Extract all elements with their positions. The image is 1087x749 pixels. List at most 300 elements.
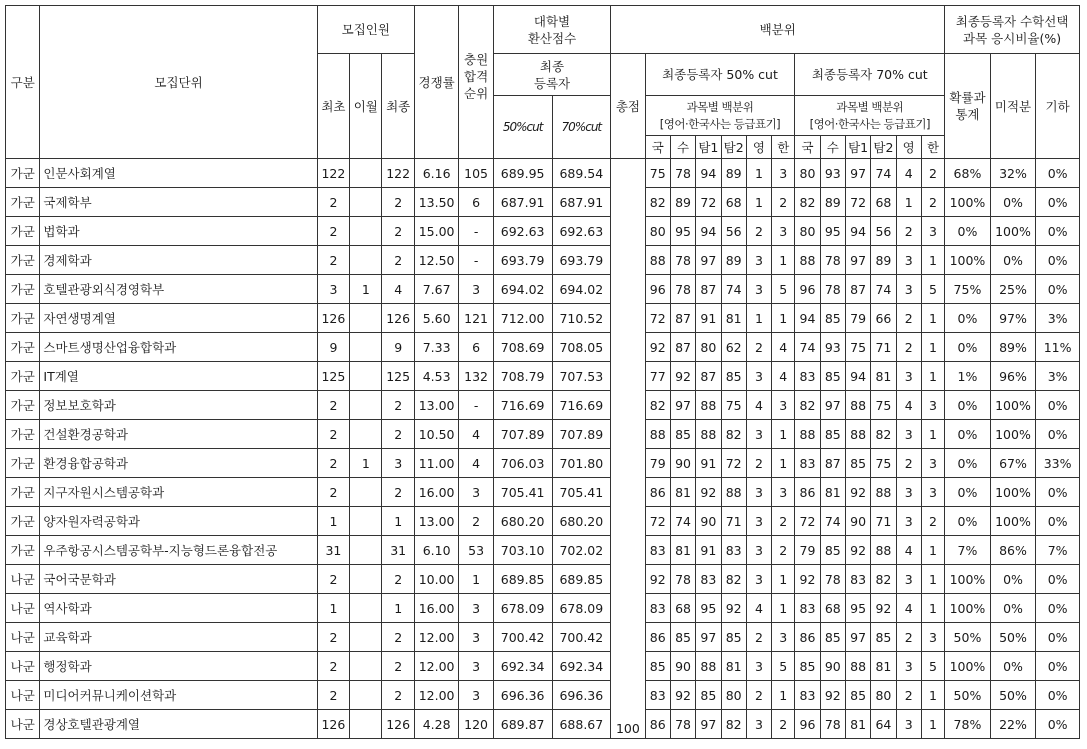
cut70-english-cell: 1 <box>896 188 921 217</box>
waitlist-cell: 53 <box>459 536 493 565</box>
calculus-ratio-cell: 50% <box>990 681 1036 710</box>
cut70-cell: 687.91 <box>552 188 611 217</box>
header-carryover: 이월 <box>350 54 382 159</box>
cut50-english-cell: 3 <box>746 362 771 391</box>
cut70-inquiry1-cell: 97 <box>845 159 870 188</box>
header-subj-math: 수 <box>670 136 695 159</box>
cut70-inquiry2-cell: 75 <box>871 449 896 478</box>
cut70-history-cell: 3 <box>921 449 944 478</box>
initial-cell: 2 <box>317 246 349 275</box>
cut70-cell: 692.34 <box>552 652 611 681</box>
cut70-history-cell: 1 <box>921 565 944 594</box>
cut50-history-cell: 4 <box>772 333 795 362</box>
final-quota-cell: 2 <box>382 623 414 652</box>
cut50-history-cell: 1 <box>772 246 795 275</box>
cut70-history-cell: 2 <box>921 188 944 217</box>
header-calculus: 미적분 <box>990 54 1036 159</box>
header-cut70: 70%cut <box>552 96 611 159</box>
table-row <box>6 333 1080 362</box>
group-cell: 가군 <box>6 159 40 188</box>
final-quota-cell: 2 <box>382 478 414 507</box>
cut50-english-cell: 2 <box>746 333 771 362</box>
cut70-inquiry1-cell: 97 <box>845 623 870 652</box>
calculus-ratio-cell: 0% <box>990 594 1036 623</box>
header-prob-stats: 확률과 통계 <box>945 54 991 159</box>
cut50-korean-cell: 92 <box>645 565 670 594</box>
cut70-cell: 707.89 <box>552 420 611 449</box>
cut50-cell: 689.87 <box>493 710 552 739</box>
cut50-english-cell: 1 <box>746 304 771 333</box>
cut70-cell: 707.53 <box>552 362 611 391</box>
cut70-english-cell: 3 <box>896 652 921 681</box>
cut50-english-cell: 3 <box>746 478 771 507</box>
cut50-inquiry1-cell: 72 <box>696 188 721 217</box>
cut50-english-cell: 3 <box>746 565 771 594</box>
unit-cell: 지구자원시스템공학과 <box>40 478 317 507</box>
table-row <box>6 362 1080 391</box>
cut70-korean-cell: 72 <box>795 507 820 536</box>
cut50-inquiry1-cell: 88 <box>696 420 721 449</box>
cut70-cell: 678.09 <box>552 594 611 623</box>
cut50-inquiry2-cell: 71 <box>721 507 746 536</box>
geometry-ratio-cell: 0% <box>1036 391 1080 420</box>
cut70-english-cell: 2 <box>896 304 921 333</box>
waitlist-cell: 121 <box>459 304 493 333</box>
cut70-inquiry1-cell: 88 <box>845 420 870 449</box>
geometry-ratio-cell: 0% <box>1036 246 1080 275</box>
competition-cell: 10.50 <box>414 420 459 449</box>
cut50-math-cell: 87 <box>670 333 695 362</box>
cut50-cell: 707.89 <box>493 420 552 449</box>
cut70-cell: 688.67 <box>552 710 611 739</box>
header-group: 구분 <box>6 6 40 159</box>
table-row <box>6 159 1080 188</box>
carryover-cell: 1 <box>350 449 382 478</box>
prob-stats-ratio-cell: 68% <box>945 159 991 188</box>
table-row <box>6 623 1080 652</box>
calculus-ratio-cell: 100% <box>990 391 1036 420</box>
table-row <box>6 420 1080 449</box>
calculus-ratio-cell: 100% <box>990 420 1036 449</box>
group-cell: 가군 <box>6 188 40 217</box>
prob-stats-ratio-cell: 0% <box>945 391 991 420</box>
initial-cell: 2 <box>317 681 349 710</box>
cut70-math-cell: 85 <box>820 420 845 449</box>
cut50-history-cell: 1 <box>772 304 795 333</box>
waitlist-cell: - <box>459 217 493 246</box>
cut70-inquiry2-cell: 74 <box>871 275 896 304</box>
cut50-inquiry1-cell: 94 <box>696 217 721 246</box>
cut50-english-cell: 3 <box>746 420 771 449</box>
waitlist-cell: 6 <box>459 333 493 362</box>
header-waitlist: 충원 합격 순위 <box>459 6 493 159</box>
prob-stats-ratio-cell: 1% <box>945 362 991 391</box>
cut50-inquiry2-cell: 81 <box>721 304 746 333</box>
cut70-math-cell: 78 <box>820 275 845 304</box>
prob-stats-ratio-cell: 0% <box>945 304 991 333</box>
unit-cell: 호텔관광외식경영학부 <box>40 275 317 304</box>
cut50-english-cell: 3 <box>746 507 771 536</box>
cut70-cell: 689.54 <box>552 159 611 188</box>
competition-cell: 16.00 <box>414 594 459 623</box>
header-subj-inquiry2: 탐2 <box>721 136 746 159</box>
cut50-cell: 693.79 <box>493 246 552 275</box>
carryover-cell <box>350 594 382 623</box>
cut50-history-cell: 2 <box>772 536 795 565</box>
cut50-cell: 692.63 <box>493 217 552 246</box>
group-cell: 가군 <box>6 478 40 507</box>
geometry-ratio-cell: 0% <box>1036 159 1080 188</box>
header-reg70: 최종등록자 70% cut <box>795 54 945 96</box>
cut50-inquiry1-cell: 91 <box>696 449 721 478</box>
prob-stats-ratio-cell: 78% <box>945 710 991 739</box>
cut50-inquiry2-cell: 62 <box>721 333 746 362</box>
cut70-english-cell: 3 <box>896 420 921 449</box>
cut50-cell: 689.95 <box>493 159 552 188</box>
final-quota-cell: 2 <box>382 565 414 594</box>
header-unit: 모집단위 <box>40 6 317 159</box>
header-percentile: 백분위 <box>611 6 945 54</box>
cut50-math-cell: 95 <box>670 217 695 246</box>
cut50-inquiry1-cell: 95 <box>696 594 721 623</box>
carryover-cell <box>350 391 382 420</box>
geometry-ratio-cell: 0% <box>1036 478 1080 507</box>
carryover-cell <box>350 478 382 507</box>
geometry-ratio-cell: 0% <box>1036 710 1080 739</box>
table-row <box>6 246 1080 275</box>
cut50-history-cell: 4 <box>772 362 795 391</box>
competition-cell: 13.00 <box>414 507 459 536</box>
header-quota: 모집인원 <box>317 6 414 54</box>
geometry-ratio-cell: 0% <box>1036 652 1080 681</box>
cut70-history-cell: 3 <box>921 217 944 246</box>
cut50-cell: 678.09 <box>493 594 552 623</box>
cut70-english-cell: 4 <box>896 594 921 623</box>
cut70-cell: 701.80 <box>552 449 611 478</box>
cut70-inquiry2-cell: 82 <box>871 420 896 449</box>
cut50-korean-cell: 75 <box>645 159 670 188</box>
cut70-inquiry2-cell: 64 <box>871 710 896 739</box>
carryover-cell <box>350 246 382 275</box>
cut50-english-cell: 3 <box>746 536 771 565</box>
table-row <box>6 681 1080 710</box>
unit-cell: 국제학부 <box>40 188 317 217</box>
group-cell: 가군 <box>6 449 40 478</box>
cut70-math-cell: 93 <box>820 159 845 188</box>
competition-cell: 16.00 <box>414 478 459 507</box>
header-final-quota: 최종 <box>382 54 414 159</box>
cut50-korean-cell: 88 <box>645 246 670 275</box>
calculus-ratio-cell: 100% <box>990 478 1036 507</box>
cut50-english-cell: 3 <box>746 275 771 304</box>
table-row <box>6 710 1080 739</box>
group-cell: 가군 <box>6 275 40 304</box>
cut70-english-cell: 3 <box>896 246 921 275</box>
cut50-history-cell: 3 <box>772 623 795 652</box>
cut70-cell: 700.42 <box>552 623 611 652</box>
cut70-math-cell: 68 <box>820 594 845 623</box>
cut70-math-cell: 93 <box>820 333 845 362</box>
header-reg50: 최종등록자 50% cut <box>645 54 795 96</box>
cut50-history-cell: 3 <box>772 217 795 246</box>
cut70-math-cell: 87 <box>820 449 845 478</box>
carryover-cell <box>350 159 382 188</box>
final-quota-cell: 122 <box>382 159 414 188</box>
prob-stats-ratio-cell: 100% <box>945 594 991 623</box>
initial-cell: 126 <box>317 710 349 739</box>
table-row <box>6 449 1080 478</box>
cut70-english-cell: 3 <box>896 507 921 536</box>
group-cell: 나군 <box>6 652 40 681</box>
waitlist-cell: - <box>459 391 493 420</box>
cut50-inquiry2-cell: 85 <box>721 362 746 391</box>
cut70-korean-cell: 74 <box>795 333 820 362</box>
carryover-cell <box>350 362 382 391</box>
waitlist-cell: 3 <box>459 623 493 652</box>
header-subj-history: 한 <box>921 136 944 159</box>
cut70-inquiry2-cell: 81 <box>871 362 896 391</box>
cut50-english-cell: 1 <box>746 188 771 217</box>
cut50-inquiry1-cell: 80 <box>696 333 721 362</box>
cut50-history-cell: 3 <box>772 159 795 188</box>
cut70-inquiry2-cell: 74 <box>871 159 896 188</box>
cut70-inquiry1-cell: 88 <box>845 391 870 420</box>
final-quota-cell: 31 <box>382 536 414 565</box>
cut70-math-cell: 78 <box>820 710 845 739</box>
cut70-english-cell: 2 <box>896 681 921 710</box>
prob-stats-ratio-cell: 0% <box>945 449 991 478</box>
competition-cell: 12.00 <box>414 652 459 681</box>
cut50-inquiry2-cell: 89 <box>721 246 746 275</box>
cut70-english-cell: 4 <box>896 159 921 188</box>
cut50-inquiry1-cell: 87 <box>696 275 721 304</box>
initial-cell: 125 <box>317 362 349 391</box>
unit-cell: 우주항공시스템공학부-지능형드론융합전공 <box>40 536 317 565</box>
calculus-ratio-cell: 67% <box>990 449 1036 478</box>
cut70-inquiry2-cell: 56 <box>871 217 896 246</box>
cut50-math-cell: 87 <box>670 304 695 333</box>
cut50-inquiry2-cell: 83 <box>721 536 746 565</box>
competition-cell: 6.16 <box>414 159 459 188</box>
cut50-inquiry2-cell: 80 <box>721 681 746 710</box>
competition-cell: 12.00 <box>414 623 459 652</box>
initial-cell: 2 <box>317 420 349 449</box>
cut50-inquiry2-cell: 85 <box>721 623 746 652</box>
cut70-inquiry1-cell: 81 <box>845 710 870 739</box>
waitlist-cell: 120 <box>459 710 493 739</box>
geometry-ratio-cell: 0% <box>1036 420 1080 449</box>
cut70-cell: 696.36 <box>552 681 611 710</box>
final-quota-cell: 3 <box>382 449 414 478</box>
final-quota-cell: 4 <box>382 275 414 304</box>
unit-cell: 스마트생명산업융합학과 <box>40 333 317 362</box>
competition-cell: 13.00 <box>414 391 459 420</box>
cut70-korean-cell: 86 <box>795 478 820 507</box>
prob-stats-ratio-cell: 100% <box>945 188 991 217</box>
cut70-inquiry2-cell: 80 <box>871 681 896 710</box>
cut70-korean-cell: 85 <box>795 652 820 681</box>
competition-cell: 12.00 <box>414 681 459 710</box>
geometry-ratio-cell: 0% <box>1036 623 1080 652</box>
cut70-korean-cell: 96 <box>795 275 820 304</box>
group-cell: 가군 <box>6 420 40 449</box>
cut70-cell: 702.02 <box>552 536 611 565</box>
unit-cell: 행정학과 <box>40 652 317 681</box>
geometry-ratio-cell: 0% <box>1036 565 1080 594</box>
cut70-korean-cell: 86 <box>795 623 820 652</box>
header-subj-english: 영 <box>746 136 771 159</box>
waitlist-cell: 3 <box>459 275 493 304</box>
unit-cell: 인문사회계열 <box>40 159 317 188</box>
calculus-ratio-cell: 97% <box>990 304 1036 333</box>
unit-cell: 양자원자력공학과 <box>40 507 317 536</box>
final-quota-cell: 2 <box>382 681 414 710</box>
cut70-english-cell: 2 <box>896 623 921 652</box>
competition-cell: 10.00 <box>414 565 459 594</box>
cut50-korean-cell: 83 <box>645 594 670 623</box>
table-row <box>6 652 1080 681</box>
cut70-cell: 680.20 <box>552 507 611 536</box>
cut70-math-cell: 85 <box>820 623 845 652</box>
cut50-history-cell: 2 <box>772 710 795 739</box>
calculus-ratio-cell: 89% <box>990 333 1036 362</box>
cut50-inquiry1-cell: 83 <box>696 565 721 594</box>
unit-cell: 교육학과 <box>40 623 317 652</box>
waitlist-cell: 6 <box>459 188 493 217</box>
prob-stats-ratio-cell: 100% <box>945 565 991 594</box>
cut50-inquiry1-cell: 88 <box>696 652 721 681</box>
cut70-history-cell: 3 <box>921 391 944 420</box>
cut70-korean-cell: 80 <box>795 159 820 188</box>
cut70-inquiry2-cell: 89 <box>871 246 896 275</box>
cut70-korean-cell: 92 <box>795 565 820 594</box>
admission-results-table <box>5 5 1080 739</box>
cut70-korean-cell: 80 <box>795 217 820 246</box>
initial-cell: 2 <box>317 623 349 652</box>
cut50-math-cell: 97 <box>670 391 695 420</box>
waitlist-cell: - <box>459 246 493 275</box>
competition-cell: 4.53 <box>414 362 459 391</box>
cut70-inquiry2-cell: 92 <box>871 594 896 623</box>
cut70-math-cell: 85 <box>820 362 845 391</box>
geometry-ratio-cell: 0% <box>1036 275 1080 304</box>
initial-cell: 2 <box>317 217 349 246</box>
cut50-cell: 708.79 <box>493 362 552 391</box>
cut70-english-cell: 2 <box>896 333 921 362</box>
cut50-math-cell: 78 <box>670 710 695 739</box>
cut50-inquiry1-cell: 85 <box>696 681 721 710</box>
cut50-math-cell: 85 <box>670 623 695 652</box>
header-subj-inquiry1: 탐1 <box>696 136 721 159</box>
cut50-math-cell: 74 <box>670 507 695 536</box>
cut70-math-cell: 95 <box>820 217 845 246</box>
cut50-inquiry2-cell: 82 <box>721 710 746 739</box>
group-cell: 가군 <box>6 362 40 391</box>
cut70-inquiry1-cell: 83 <box>845 565 870 594</box>
geometry-ratio-cell: 3% <box>1036 304 1080 333</box>
unit-cell: 경상호텔관광계열 <box>40 710 317 739</box>
final-quota-cell: 126 <box>382 304 414 333</box>
cut70-math-cell: 74 <box>820 507 845 536</box>
waitlist-cell: 4 <box>459 420 493 449</box>
cut70-history-cell: 1 <box>921 710 944 739</box>
cut50-inquiry2-cell: 81 <box>721 652 746 681</box>
cut50-english-cell: 4 <box>746 391 771 420</box>
cut50-inquiry1-cell: 97 <box>696 710 721 739</box>
initial-cell: 9 <box>317 333 349 362</box>
cut50-inquiry1-cell: 87 <box>696 362 721 391</box>
cut50-inquiry2-cell: 92 <box>721 594 746 623</box>
calculus-ratio-cell: 50% <box>990 623 1036 652</box>
cut50-korean-cell: 72 <box>645 304 670 333</box>
cut70-math-cell: 78 <box>820 246 845 275</box>
cut50-history-cell: 5 <box>772 275 795 304</box>
group-cell: 가군 <box>6 536 40 565</box>
cut50-cell: 694.02 <box>493 275 552 304</box>
cut50-history-cell: 2 <box>772 507 795 536</box>
prob-stats-ratio-cell: 100% <box>945 246 991 275</box>
cut50-english-cell: 2 <box>746 217 771 246</box>
prob-stats-ratio-cell: 100% <box>945 652 991 681</box>
cut70-inquiry2-cell: 85 <box>871 623 896 652</box>
initial-cell: 2 <box>317 565 349 594</box>
cut50-math-cell: 92 <box>670 681 695 710</box>
table-row <box>6 217 1080 246</box>
cut50-cell: 706.03 <box>493 449 552 478</box>
group-cell: 가군 <box>6 507 40 536</box>
calculus-ratio-cell: 32% <box>990 159 1036 188</box>
calculus-ratio-cell: 96% <box>990 362 1036 391</box>
cut50-history-cell: 1 <box>772 681 795 710</box>
carryover-cell <box>350 217 382 246</box>
carryover-cell <box>350 304 382 333</box>
header-cut50: 50%cut <box>493 96 552 159</box>
cut70-history-cell: 1 <box>921 536 944 565</box>
cut50-korean-cell: 83 <box>645 681 670 710</box>
group-cell: 나군 <box>6 623 40 652</box>
calculus-ratio-cell: 22% <box>990 710 1036 739</box>
competition-cell: 13.50 <box>414 188 459 217</box>
cut70-history-cell: 1 <box>921 304 944 333</box>
cut50-cell: 687.91 <box>493 188 552 217</box>
prob-stats-ratio-cell: 0% <box>945 507 991 536</box>
header-subject-pct-70: 과목별 백분위 [영어·한국사는 등급표기] <box>795 96 945 136</box>
calculus-ratio-cell: 0% <box>990 188 1036 217</box>
cut50-cell: 708.69 <box>493 333 552 362</box>
cut50-inquiry2-cell: 82 <box>721 565 746 594</box>
header-subject-pct-50: 과목별 백분위 [영어·한국사는 등급표기] <box>645 96 795 136</box>
group-cell: 나군 <box>6 594 40 623</box>
cut50-korean-cell: 96 <box>645 275 670 304</box>
cut70-inquiry2-cell: 68 <box>871 188 896 217</box>
cut50-korean-cell: 72 <box>645 507 670 536</box>
cut50-cell: 716.69 <box>493 391 552 420</box>
calculus-ratio-cell: 100% <box>990 217 1036 246</box>
cut70-history-cell: 3 <box>921 478 944 507</box>
cut50-inquiry1-cell: 91 <box>696 304 721 333</box>
cut70-math-cell: 85 <box>820 304 845 333</box>
cut70-inquiry1-cell: 95 <box>845 594 870 623</box>
geometry-ratio-cell: 0% <box>1036 188 1080 217</box>
competition-cell: 6.10 <box>414 536 459 565</box>
cut70-inquiry2-cell: 71 <box>871 333 896 362</box>
cut50-math-cell: 68 <box>670 594 695 623</box>
cut50-math-cell: 81 <box>670 478 695 507</box>
prob-stats-ratio-cell: 0% <box>945 217 991 246</box>
cut70-history-cell: 3 <box>921 623 944 652</box>
waitlist-cell: 1 <box>459 565 493 594</box>
prob-stats-ratio-cell: 50% <box>945 623 991 652</box>
